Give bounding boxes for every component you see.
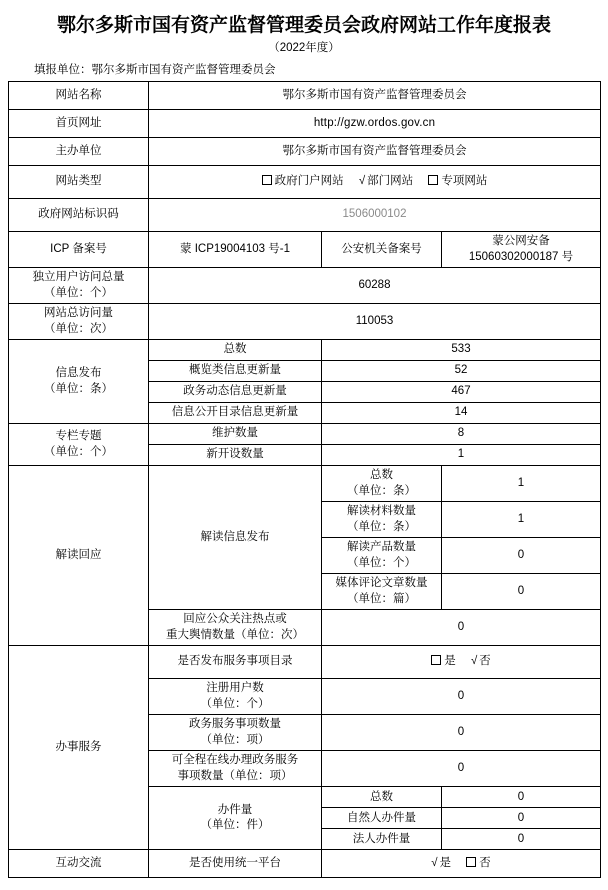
interpretation-item-name-line1: 总数 xyxy=(370,469,393,482)
info-publish-label-line2: （单位：条） xyxy=(44,382,113,395)
unified-platform-options xyxy=(322,850,601,878)
services-label: 办事服务 xyxy=(9,646,149,850)
unique-visitors-label xyxy=(9,268,149,304)
interpretation-item-name xyxy=(322,502,442,538)
unified-platform-label: 是否使用统一平台 xyxy=(149,850,322,878)
site-name-value: 鄂尔多斯市国有资产监督管理委员会 xyxy=(149,82,601,110)
unique-visitors-label-line1: 独立用户访问总量 xyxy=(32,271,125,284)
table-row xyxy=(9,304,601,340)
cases-item-value: 0 xyxy=(442,787,601,808)
interpretation-item-name xyxy=(322,466,442,502)
online-items-label xyxy=(149,751,322,787)
table-row xyxy=(9,110,601,138)
interpretation-item-name-line2: （单位：条） xyxy=(347,484,416,497)
table-row xyxy=(9,466,601,502)
page-subtitle: （2022年度） xyxy=(268,42,340,54)
unique-visitors-label-line2: （单位：个） xyxy=(44,286,113,299)
info-publish-item-value: 467 xyxy=(322,382,601,403)
columns-label xyxy=(9,424,149,466)
online-items-label-line1: 可全程在线办理政务服务 xyxy=(171,754,299,767)
interpretation-item-name-line2: （单位：条） xyxy=(347,520,416,533)
host-unit-label: 主办单位 xyxy=(9,138,149,166)
unified-platform-option-no[interactable]: 否 xyxy=(466,856,491,872)
icp-value: 蒙 ICP19004103 号-1 xyxy=(149,232,322,268)
police-record-value-line1: 蒙公网安备 xyxy=(492,235,550,247)
reporter-label: 填报单位： xyxy=(34,64,92,76)
unique-visitors-value: 60288 xyxy=(149,268,601,304)
table-row xyxy=(9,424,601,445)
host-unit-value: 鄂尔多斯市国有资产监督管理委员会 xyxy=(149,138,601,166)
columns-item-name: 维护数量 xyxy=(149,424,322,445)
service-catalog-option-yes[interactable]: 是 xyxy=(431,654,456,670)
cases-item-name: 法人办件量 xyxy=(322,829,442,850)
cases-label xyxy=(149,787,322,850)
total-visits-label-line2: （单位：次） xyxy=(44,322,113,335)
table-row xyxy=(9,232,601,268)
interpretation-item-name-line2: （单位：个） xyxy=(347,556,416,569)
hotspot-response-label-line2: 重大舆情数量（单位：次） xyxy=(166,628,304,641)
interpretation-sub-label: 解读信息发布 xyxy=(149,466,322,610)
unified-platform-option-yes[interactable]: √ 是 xyxy=(431,856,451,872)
service-catalog-options xyxy=(322,646,601,679)
home-url-label: 首页网址 xyxy=(9,110,149,138)
columns-label-line1: 专栏专题 xyxy=(55,430,102,443)
cases-item-value: 0 xyxy=(442,829,601,850)
interpretation-item-name-line1: 解读产品数量 xyxy=(347,541,416,554)
interpretation-label: 解读回应 xyxy=(9,466,149,646)
interaction-label: 互动交流 xyxy=(9,850,149,878)
registered-users-label-line1: 注册用户数 xyxy=(206,682,264,695)
cases-item-value: 0 xyxy=(442,808,601,829)
site-type-option-department[interactable]: √ 部门网站 xyxy=(359,174,413,190)
cases-item-name: 总数 xyxy=(322,787,442,808)
registered-users-label xyxy=(149,679,322,715)
table-row xyxy=(9,199,601,232)
columns-item-value: 1 xyxy=(322,445,601,466)
site-name-label: 网站名称 xyxy=(9,82,149,110)
total-visits-value: 110053 xyxy=(149,304,601,340)
cases-label-line2: （单位：件） xyxy=(200,819,270,832)
home-url-value: http://gzw.ordos.gov.cn xyxy=(149,110,601,138)
total-visits-label xyxy=(9,304,149,340)
interpretation-item-name-line1: 媒体评论文章数量 xyxy=(335,577,428,590)
site-type-option-portal[interactable]: 政府门户网站 xyxy=(262,174,344,190)
checkbox-icon xyxy=(466,857,476,867)
columns-item-value: 8 xyxy=(322,424,601,445)
table-row xyxy=(9,268,601,304)
hotspot-response-label-line1: 回应公众关注热点或 xyxy=(183,613,287,626)
checkbox-icon xyxy=(431,655,441,665)
total-visits-label-line1: 网站总访问量 xyxy=(44,307,113,320)
columns-item-name: 新开设数量 xyxy=(149,445,322,466)
info-publish-label-line1: 信息发布 xyxy=(55,367,102,380)
info-publish-item-value: 52 xyxy=(322,361,601,382)
table-row xyxy=(9,850,601,878)
interpretation-item-value: 1 xyxy=(442,502,601,538)
table-row xyxy=(9,340,601,361)
police-record-value-line2: 15060302000187 号 xyxy=(468,250,574,263)
online-items-value: 0 xyxy=(322,751,601,787)
table-row xyxy=(9,82,601,110)
hotspot-response-value: 0 xyxy=(322,610,601,646)
site-code-label: 政府网站标识码 xyxy=(9,199,149,232)
hotspot-response-label xyxy=(149,610,322,646)
interpretation-item-name-line2: （单位：篇） xyxy=(347,592,416,605)
reporter-value: 鄂尔多斯市国有资产监督管理委员会 xyxy=(91,64,276,76)
interpretation-item-value: 0 xyxy=(442,538,601,574)
check-mark-icon: √ xyxy=(431,857,438,870)
site-code-value: 1506000102 xyxy=(149,199,601,232)
interpretation-item-value: 0 xyxy=(442,574,601,610)
annual-report-table xyxy=(8,81,601,878)
site-type-options xyxy=(149,166,601,199)
info-publish-label xyxy=(9,340,149,424)
checkbox-icon xyxy=(428,175,438,185)
check-mark-icon: √ xyxy=(358,175,366,188)
check-mark-icon: √ xyxy=(470,655,478,668)
columns-label-line2: （单位：个） xyxy=(44,445,113,458)
info-publish-item-value: 14 xyxy=(322,403,601,424)
service-items-label-line2: （单位：项） xyxy=(200,733,270,746)
table-row xyxy=(9,646,601,679)
service-items-label xyxy=(149,715,322,751)
info-publish-item-name: 信息公开目录信息更新量 xyxy=(149,403,322,424)
registered-users-value: 0 xyxy=(322,679,601,715)
police-record-label: 公安机关备案号 xyxy=(322,232,442,268)
police-record-value xyxy=(442,232,601,268)
icp-label: ICP 备案号 xyxy=(9,232,149,268)
interpretation-item-name xyxy=(322,574,442,610)
site-type-option-special[interactable]: 专项网站 xyxy=(428,174,487,190)
info-publish-item-name: 政务动态信息更新量 xyxy=(149,382,322,403)
table-row xyxy=(9,138,601,166)
service-items-value: 0 xyxy=(322,715,601,751)
interpretation-item-name-line1: 解读材料数量 xyxy=(347,505,416,518)
service-items-label-line1: 政务服务事项数量 xyxy=(189,718,281,731)
interpretation-item-value: 1 xyxy=(442,466,601,502)
registered-users-label-line2: （单位：个） xyxy=(200,697,270,710)
service-catalog-label: 是否发布服务事项目录 xyxy=(149,646,322,679)
page-title: 鄂尔多斯市国有资产监督管理委员会政府网站工作年度报表 xyxy=(56,15,551,36)
site-type-label: 网站类型 xyxy=(9,166,149,199)
info-publish-item-name: 总数 xyxy=(149,340,322,361)
online-items-label-line2: 事项数量（单位：项） xyxy=(177,769,293,782)
info-publish-item-value: 533 xyxy=(322,340,601,361)
info-publish-item-name: 概览类信息更新量 xyxy=(149,361,322,382)
cases-label-line1: 办件量 xyxy=(217,803,253,816)
service-catalog-option-no[interactable]: √ 否 xyxy=(471,654,491,670)
checkbox-icon xyxy=(262,175,272,185)
reporter-line xyxy=(34,61,600,77)
interpretation-item-name xyxy=(322,538,442,574)
table-row xyxy=(9,166,601,199)
cases-item-name: 自然人办件量 xyxy=(322,808,442,829)
